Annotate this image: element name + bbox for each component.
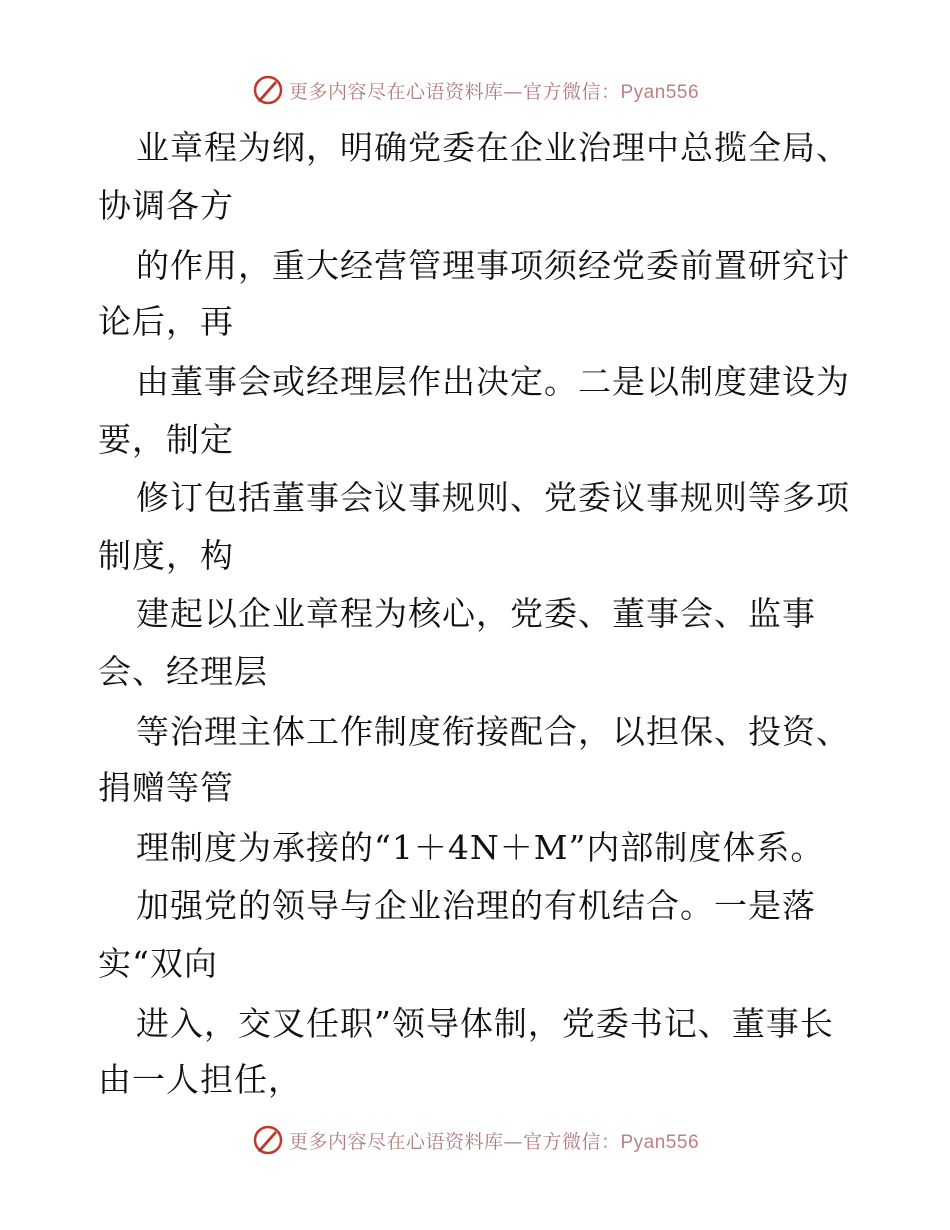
text-line: 进入，交叉任职”领导体制，党委书记、董事长	[136, 1004, 834, 1043]
text-line: 建起以企业章程为核心，党委、董事会、监事	[136, 594, 816, 633]
text-line: 要，制定	[98, 420, 234, 459]
footer-watermark	[0, 1120, 950, 1160]
watermark-id: Pyan556	[620, 1131, 700, 1153]
text-line: 修订包括董事会议事规则、党委议事规则等多项	[136, 478, 850, 517]
text-line: 由一人担任，	[98, 1060, 302, 1099]
text-line: 协调各方	[98, 186, 234, 225]
text-line: 等治理主体工作制度衔接配合，以担保、投资、	[136, 712, 850, 751]
watermark-id: Pyan556	[620, 81, 700, 103]
quill-pen-circle-icon	[251, 73, 285, 107]
text-line: 捐赠等管	[98, 768, 234, 807]
text-line: 理制度为承接的“1＋4N＋M”内部制度体系。	[136, 828, 825, 867]
text-line: 的作用，重大经营管理事项须经党委前置研究讨	[136, 246, 850, 285]
text-line: 会、经理层	[98, 652, 268, 691]
text-line: 加强党的领导与企业治理的有机结合。一是落	[136, 886, 816, 925]
text-line: 业章程为纲，明确党委在企业治理中总揽全局、	[136, 128, 850, 167]
header-watermark	[0, 70, 950, 110]
watermark-text: 更多内容尽在心语资料库—官方微信：Pyan556	[288, 80, 700, 103]
text-line: 论后，再	[98, 302, 234, 341]
quill-pen-circle-icon	[251, 1123, 285, 1157]
text-line: 由董事会或经理层作出决定。二是以制度建设为	[136, 362, 850, 401]
watermark-text: 更多内容尽在心语资料库—官方微信：Pyan556	[288, 1130, 700, 1153]
text-line: 实“双向	[98, 944, 218, 983]
text-line: 制度，构	[98, 536, 234, 575]
